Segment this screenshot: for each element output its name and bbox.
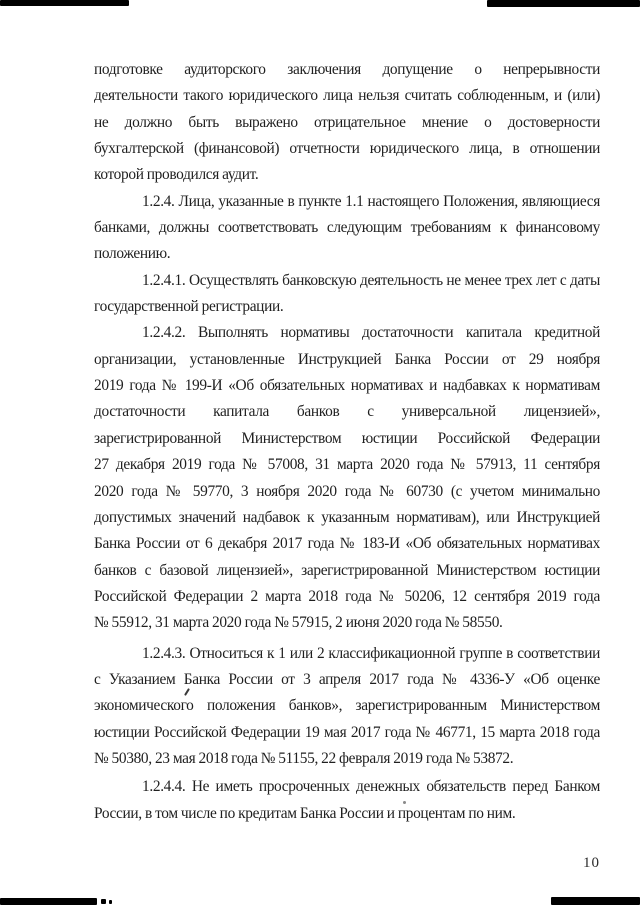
text-line: бухгалтерской (финансовой) отчетности юридического лица, в отношении <box>94 140 600 158</box>
paragraph <box>94 189 600 268</box>
text-line: не должно быть выражено отрицательное мнение о достоверности <box>94 113 600 131</box>
document-body <box>94 57 600 827</box>
text-line: 1.2.4.2. Выполнять нормативы достаточности капитала кредитной <box>142 324 600 342</box>
paragraph <box>94 641 600 773</box>
text-line: Российской Федерации 2 марта 2018 года № 50206, 12 сентября 2019 года <box>94 587 600 605</box>
scan-artifact-bottom-right <box>551 897 640 905</box>
text-line: с Указанием Банка России от 3 апреля 2017 года № 4336-У «Об оценке <box>94 670 600 688</box>
text-line: 27 декабря 2019 года № 57008, 31 марта 2020 года № 57913, 11 сентября <box>94 456 600 474</box>
text-line: положению. <box>94 245 171 263</box>
scan-artifact-dot <box>403 801 406 804</box>
text-line: организации, установленные Инструкцией Банка России от 29 ноября <box>94 350 600 368</box>
scan-artifact-speck <box>101 899 106 904</box>
paragraph <box>94 320 600 636</box>
text-line: 2019 года № 199-И «Об обязательных нормативах и надбавках к нормативам <box>94 377 600 395</box>
text-line: банками, должны соответствовать следующим требованиям к финансовому <box>94 219 600 237</box>
text-line: юстиции Российской Федерации 19 мая 2017 года № 46771, 15 марта 2018 года <box>94 723 600 741</box>
paragraph <box>94 57 600 189</box>
scan-artifact-top-right <box>487 0 640 7</box>
text-line: деятельности такого юридического лица нельзя считать соблюденным, и (или) <box>94 87 600 105</box>
text-line: подготовке аудиторского заключения допущение о непрерывности <box>94 61 600 78</box>
text-line: 1.2.4.3. Относиться к 1 или 2 классификационной группе в соответствии <box>142 644 600 662</box>
text-line: которой проводился аудит. <box>94 166 259 184</box>
text-line: № 55912, 31 марта 2020 года № 57915, 2 июня 2020 года № 58550. <box>94 614 503 632</box>
text-line: государственной регистрации. <box>94 298 284 316</box>
text-line: 1.2.4.1. Осуществлять банковскую деятельность не менее трех лет с даты <box>142 271 600 289</box>
text-line: экономического положения банков», зарегистрированным Министерством <box>94 697 600 715</box>
scan-artifact-speck <box>109 900 112 904</box>
scan-artifact-top-left <box>0 0 129 6</box>
text-line: 1.2.4.4. Не иметь просроченных денежных обязательств перед Банком <box>142 778 600 796</box>
text-line: достаточности капитала банков с универсальной лицензией», <box>94 403 600 421</box>
text-line: банков с базовой лицензией», зарегистрированной Министерством юстиции <box>94 561 600 579</box>
paragraph <box>94 774 600 827</box>
text-line: № 50380, 23 мая 2018 года № 51155, 22 февраля 2019 года № 53872. <box>94 749 514 767</box>
scan-artifact-bottom-left <box>0 898 97 905</box>
text-line: России, в том числе по кредитам Банка России и процентам по ним. <box>94 804 516 822</box>
text-line: допустимых значений надбавок к указанным нормативам), или Инструкцией <box>94 508 600 526</box>
text-line: 2020 года № 59770, 3 ноября 2020 года № 60730 (с учетом минимально <box>94 482 600 500</box>
paragraph <box>94 268 600 321</box>
text-line: Банка России от 6 декабря 2017 года № 183-И «Об обязательных нормативах <box>94 535 600 553</box>
text-line: зарегистрированной Министерством юстиции Российской Федерации <box>94 429 600 447</box>
page-number: 10 <box>583 855 600 871</box>
text-line: 1.2.4. Лица, указанные в пункте 1.1 настоящего Положения, являющиеся <box>142 192 600 210</box>
